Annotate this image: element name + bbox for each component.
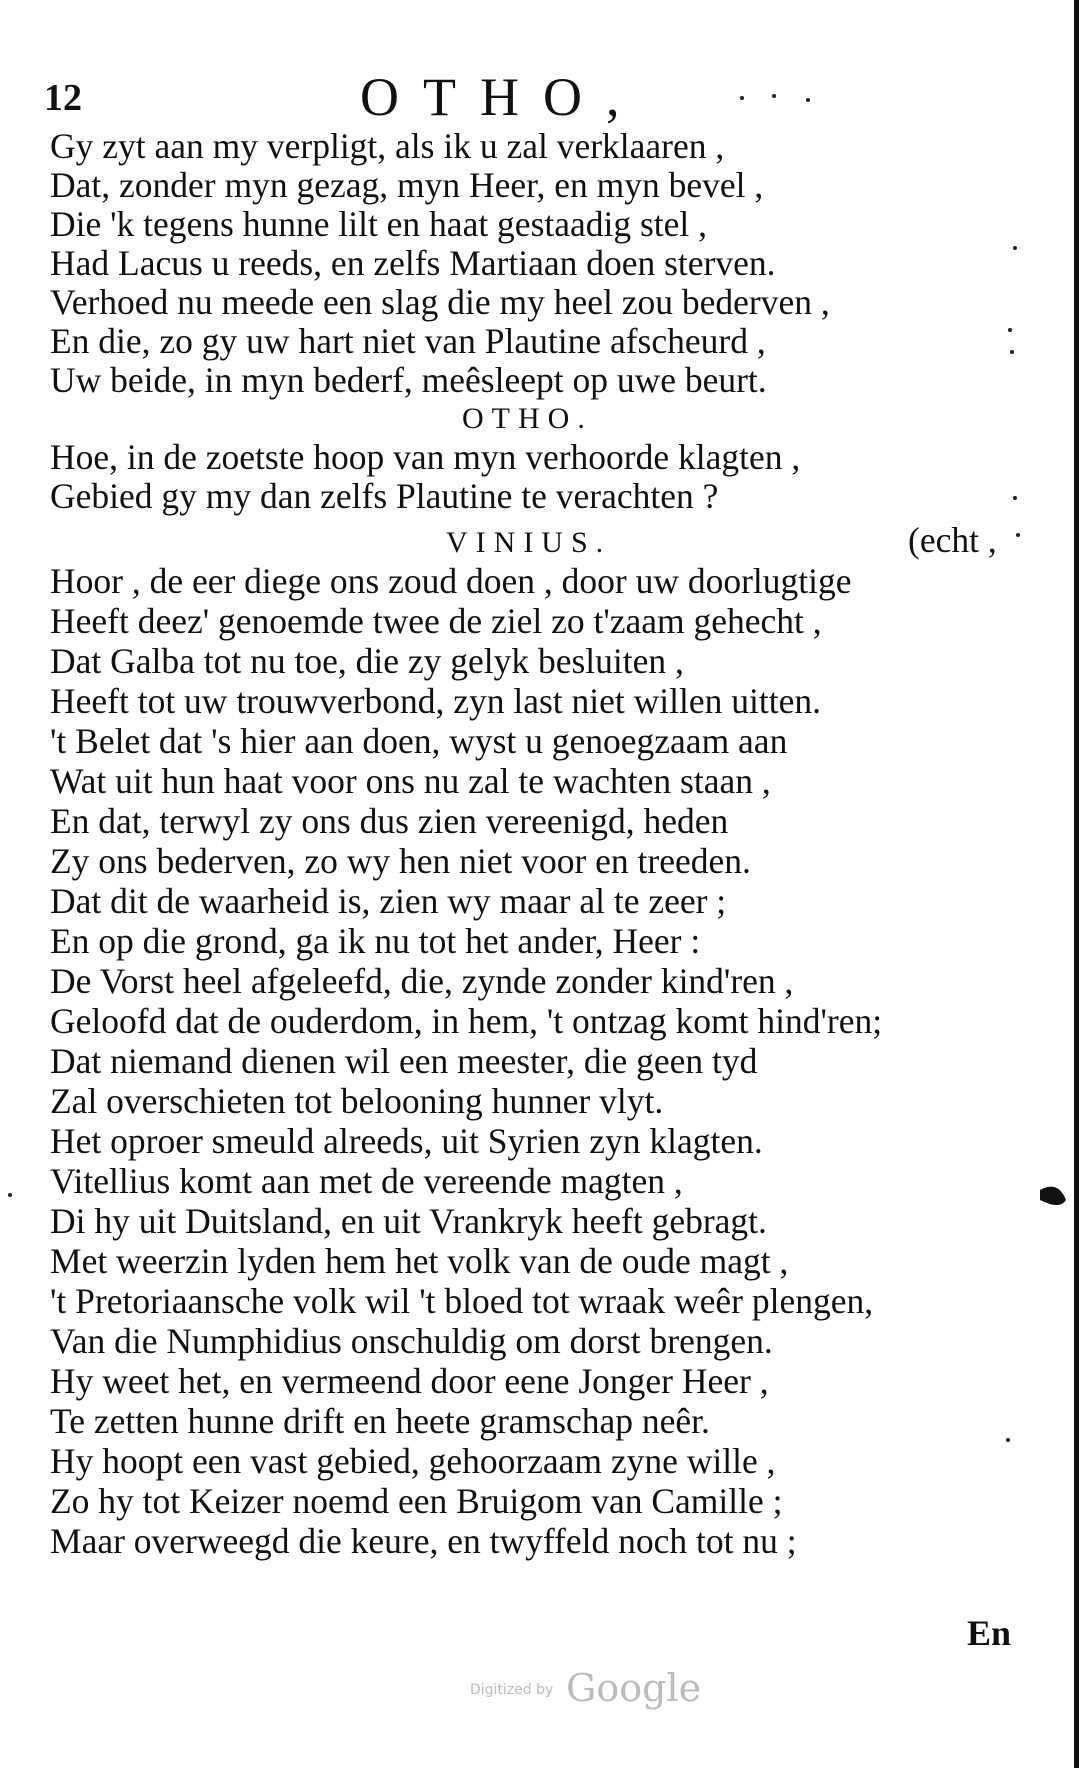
verse-line: De Vorst heel afgeleefd, die, zynde zonder kind'ren , — [50, 961, 794, 1001]
verse-line: Gebied gy my dan zelfs Plautine te verachten ? — [50, 476, 719, 516]
verse-line: Dat dit de waarheid is, zien wy maar al te zeer ; — [50, 881, 727, 921]
verse-line: Wat uit hun haat voor ons nu zal te wachten staan , — [50, 761, 771, 801]
running-title: OTHO, — [360, 67, 644, 127]
verse-line: Dat Galba tot nu toe, die zy gelyk besluiten , — [50, 641, 684, 681]
verse-line: Van die Numphidius onschuldig om dorst brengen. — [50, 1321, 773, 1361]
verse-line: 't Pretoriaansche volk wil 't bloed tot wraak weêr plengen, — [50, 1281, 874, 1321]
google-logo: Google — [566, 1666, 702, 1710]
verse-line: Dat niemand dienen wil een meester, die geen tyd — [50, 1041, 758, 1081]
verse-line: Het oproer smeuld alreeds, uit Syrien zyn klagten. — [50, 1121, 763, 1161]
verse-line: Vitellius komt aan met de vereende magten , — [50, 1161, 683, 1201]
page-number: 12 — [44, 77, 82, 119]
verse-line: Met weerzin lyden hem het volk van de oude magt , — [50, 1241, 789, 1281]
verse-line: Te zetten hunne drift en heete gramschap neêr. — [50, 1401, 710, 1441]
verse-line: Heeft tot uw trouwverbond, zyn last niet willen uitten. — [50, 681, 821, 721]
verse-line: Zal overschieten tot belooning hunner vlyt. — [50, 1081, 664, 1121]
verse-line: Verhoed nu meede een slag die my heel zou bederven , — [50, 282, 830, 322]
verse-line: Had Lacus u reeds, en zelfs Martiaan doen sterven. — [50, 243, 776, 283]
verse-line: Di hy uit Duitsland, en uit Vrankryk heeft gebragt. — [50, 1201, 767, 1241]
speaker-otho: OTHO. — [462, 402, 593, 435]
verse-line: Hy hoopt een vast gebied, gehoorzaam zyne wille , — [50, 1441, 776, 1481]
verse-line: Zo hy tot Keizer noemd een Bruigom van Camille ; — [50, 1481, 783, 1521]
verse-line: Gy zyt aan my verpligt, als ik u zal verklaaren , — [50, 126, 725, 166]
verse-line: Hoor , de eer diege ons zoud doen , door uw doorlugtige — [50, 561, 852, 601]
verse-line: Hy weet het, en vermeend door eene Jonger Heer , — [50, 1361, 769, 1401]
verse-line: Dat, zonder myn gezag, myn Heer, en myn bevel , — [50, 165, 764, 205]
verse-line: Maar overweegd die keure, en twyffeld noch tot nu ; — [50, 1521, 797, 1561]
verse-line: Die 'k tegens hunne lilt en haat gestaadig stel , — [50, 204, 708, 244]
verse-line: Hoe, in de zoetste hoop van myn verhoorde klagten , — [50, 437, 801, 477]
catchword: En — [966, 1613, 1011, 1653]
verse-line: Zy ons bederven, zo wy hen niet voor en treeden. — [50, 841, 751, 881]
turnover-text: (echt , — [908, 520, 997, 560]
verse-line: Uw beide, in myn bederf, meêsleept op uwe beurt. — [50, 360, 767, 400]
verse-line: Heeft deez' genoemde twee de ziel zo t'zaam gehecht , — [50, 601, 822, 641]
verse-line: En op die grond, ga ik nu tot het ander, Heer : — [50, 921, 701, 961]
speaker-vinius: VINIUS. — [446, 526, 612, 559]
verse-line: En die, zo gy uw hart niet van Plautine afscheurd , — [50, 321, 766, 361]
verse-line: 't Belet dat 's hier aan doen, wyst u genoegzaam aan — [50, 721, 788, 761]
verse-line: Geloofd dat de ouderdom, in hem, 't ontzag komt hind'ren; — [50, 1001, 883, 1041]
digitized-by-text: Digitized by — [470, 1682, 554, 1698]
verse-line: En dat, terwyl zy ons dus zien vereenigd, heden — [50, 801, 729, 841]
